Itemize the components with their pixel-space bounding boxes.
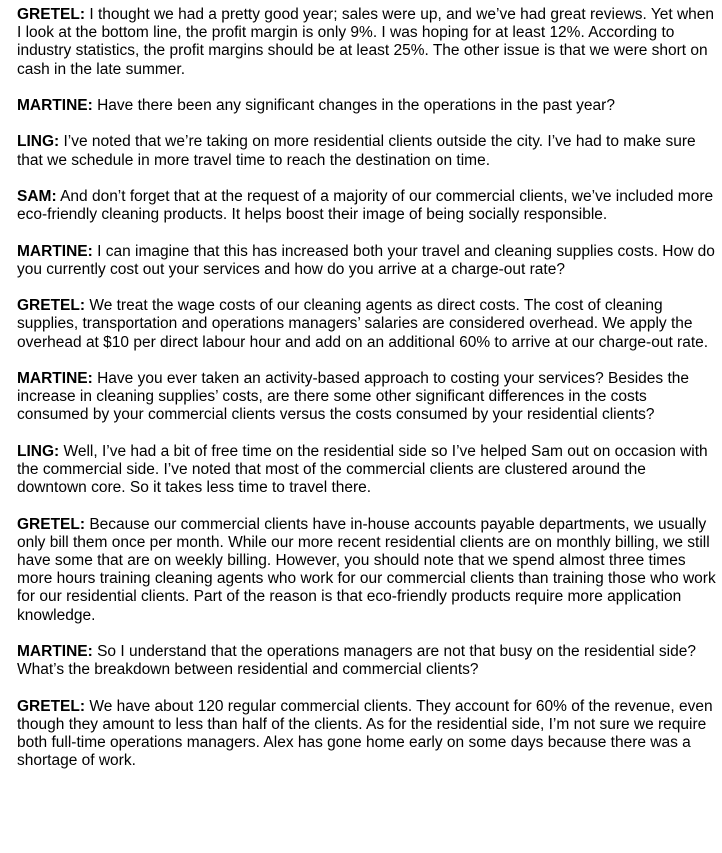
speaker-name: GRETEL: [17,297,86,315]
dialogue-paragraph [17,297,717,352]
dialogue-text: So I understand that the operations managers are not that busy on the residential side? What’s the breakdown between residential and commercial clients? [17,642,696,679]
dialogue-document [17,6,717,789]
speaker-name: MARTINE: [17,642,93,660]
speaker-name: MARTINE: [17,97,93,114]
speaker-name: LING: [17,133,60,151]
dialogue-text: I thought we had a pretty good year; sales were up, and we’ve had great reviews. Yet when I look at the bottom line, the profit margin is only 9%. I was hoping for at least 12%. According to industry statistics, the profit margins should be at least 25%. The other issue is that we were short on cash in the late summer. [17,6,715,78]
dialogue-text: I can imagine that this has increased both your travel and cleaning supplies costs. How do you currently cost out your services and how do you arrive at a charge-out rate? [17,242,715,278]
dialogue-paragraph [17,698,717,771]
dialogue-paragraph [17,643,717,679]
dialogue-text: Have you ever taken an activity-based approach to costing your services? Besides the increase in cleaning supplies’ costs, are there some other significant differences in the costs consumed by your commercial clients versus the costs consumed by your residential clients? [17,369,689,424]
speaker-name: GRETEL: [17,697,86,715]
dialogue-paragraph [17,133,717,169]
dialogue-paragraph [17,243,717,279]
speaker-name: LING: [17,442,60,460]
dialogue-paragraph [17,97,717,115]
dialogue-text: Because our commercial clients have in-house accounts payable departments, we usually only bill them once per month. While our more recent residential clients are on monthly billing, we still have some that are on weekly billing. However, you should note that we spend almost three times more hours training cleaning agents who work for our commercial clients than training those who work for our residential clients. Part of the reason is that eco-friendly products require more application knowledge. [17,515,716,624]
dialogue-text: I’ve noted that we’re taking on more residential clients outside the city. I’ve had to make sure that we schedule in more travel time to reach the destination on time. [17,133,696,169]
dialogue-paragraph [17,443,717,498]
dialogue-text: We have about 120 regular commercial clients. They account for 60% of the revenue, even though they amount to less than half of the clients. As for the residential side, I’m not sure we require both full-time operations managers. Alex has gone home early on some days because there was a shortage of work. [17,697,713,770]
speaker-name: MARTINE: [17,242,93,260]
dialogue-paragraph [17,370,717,425]
dialogue-paragraph [17,516,717,625]
dialogue-text: And don’t forget that at the request of a majority of our commercial clients, we’ve included more eco-friendly cleaning products. It helps boost their image of being socially responsible. [17,187,714,224]
dialogue-text: Have there been any significant changes in the operations in the past year? [97,97,615,114]
speaker-name: GRETEL: [17,515,86,533]
speaker-name: MARTINE: [17,369,93,387]
speaker-name: GRETEL: [17,6,86,23]
dialogue-text: Well, I’ve had a bit of free time on the residential side so I’ve helped Sam out on occasion with the commercial side. I’ve noted that most of the commercial clients are clustered around the downtown core. So it takes less time to travel there. [17,442,708,497]
dialogue-paragraph [17,188,717,224]
dialogue-paragraph [17,6,717,79]
dialogue-text: We treat the wage costs of our cleaning agents as direct costs. The cost of cleaning supplies, transportation and operations managers’ salaries are considered overhead. We apply the overhead at $10 per direct labour hour and add on an additional 60% to arrive at our charge-out rate. [17,297,709,351]
speaker-name: SAM: [17,187,57,205]
